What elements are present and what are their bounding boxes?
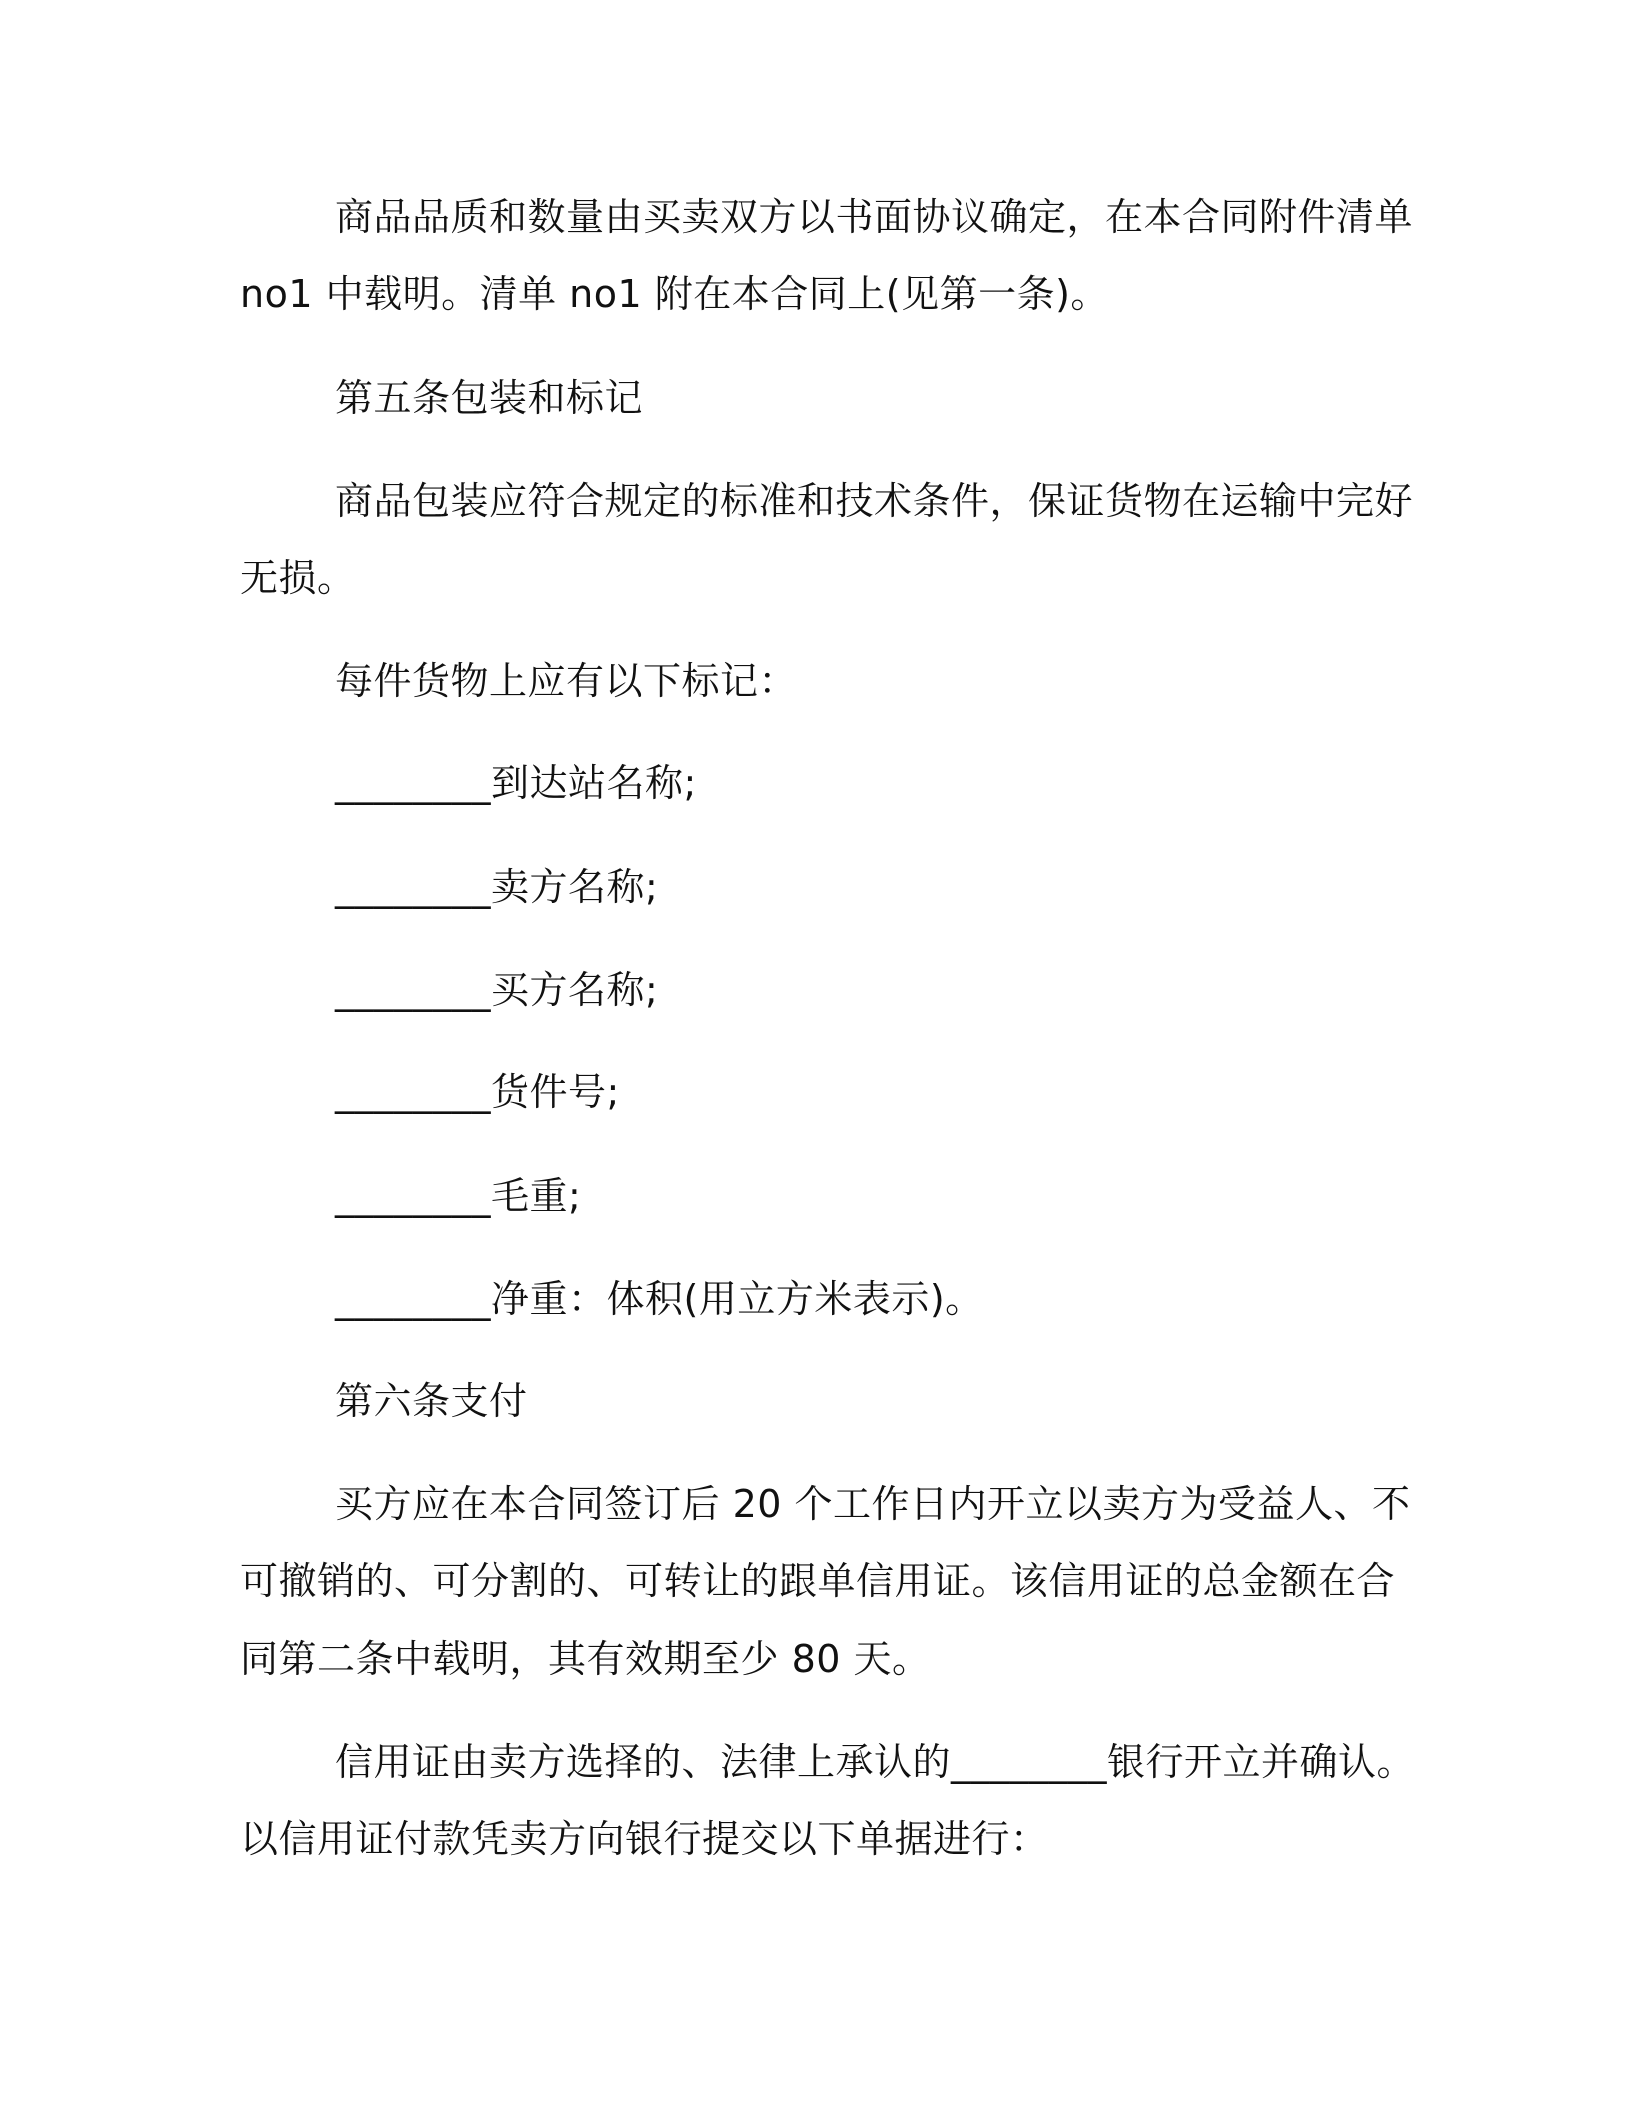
mark-item-seller: ________卖方名称; [335, 865, 659, 909]
paragraph-packaging-line-1: 商品包装应符合规定的标准和技术条件，保证货物在运输中完好 [335, 479, 1414, 523]
section-heading-article-5: 第五条包装和标记 [335, 376, 644, 420]
mark-item-buyer: ________买方名称; [335, 968, 659, 1012]
mark-item-net-weight: ________净重：体积(用立方米表示)。 [335, 1277, 984, 1321]
paragraph-payment-line-2: 可撤销的、可分割的、可转让的跟单信用证。该信用证的总金额在合 [240, 1559, 1396, 1603]
paragraph-quality-line-1: 商品品质和数量由买卖双方以书面协议确定，在本合同附件清单 [335, 195, 1414, 239]
paragraph-marks-intro: 每件货物上应有以下标记： [335, 659, 798, 703]
paragraph-packaging-line-2: 无损。 [240, 556, 356, 600]
mark-item-destination: ________到达站名称; [335, 761, 697, 805]
paragraph-credit-line-2: 以信用证付款凭卖方向银行提交以下单据进行： [240, 1817, 1049, 1861]
section-heading-article-6: 第六条支付 [335, 1379, 528, 1423]
mark-item-package-number: ________货件号; [335, 1070, 620, 1114]
paragraph-payment-line-3: 同第二条中载明，其有效期至少 80 天。 [240, 1637, 931, 1681]
paragraph-quality-line-2: no1 中载明。清单 no1 附在本合同上(见第一条)。 [240, 272, 1109, 316]
paragraph-payment-line-1: 买方应在本合同签订后 20 个工作日内开立以卖方为受益人、不 [335, 1482, 1411, 1526]
mark-item-gross-weight: ________毛重; [335, 1174, 582, 1218]
paragraph-credit-line-1: 信用证由卖方选择的、法律上承认的________银行开立并确认。 [335, 1740, 1416, 1784]
